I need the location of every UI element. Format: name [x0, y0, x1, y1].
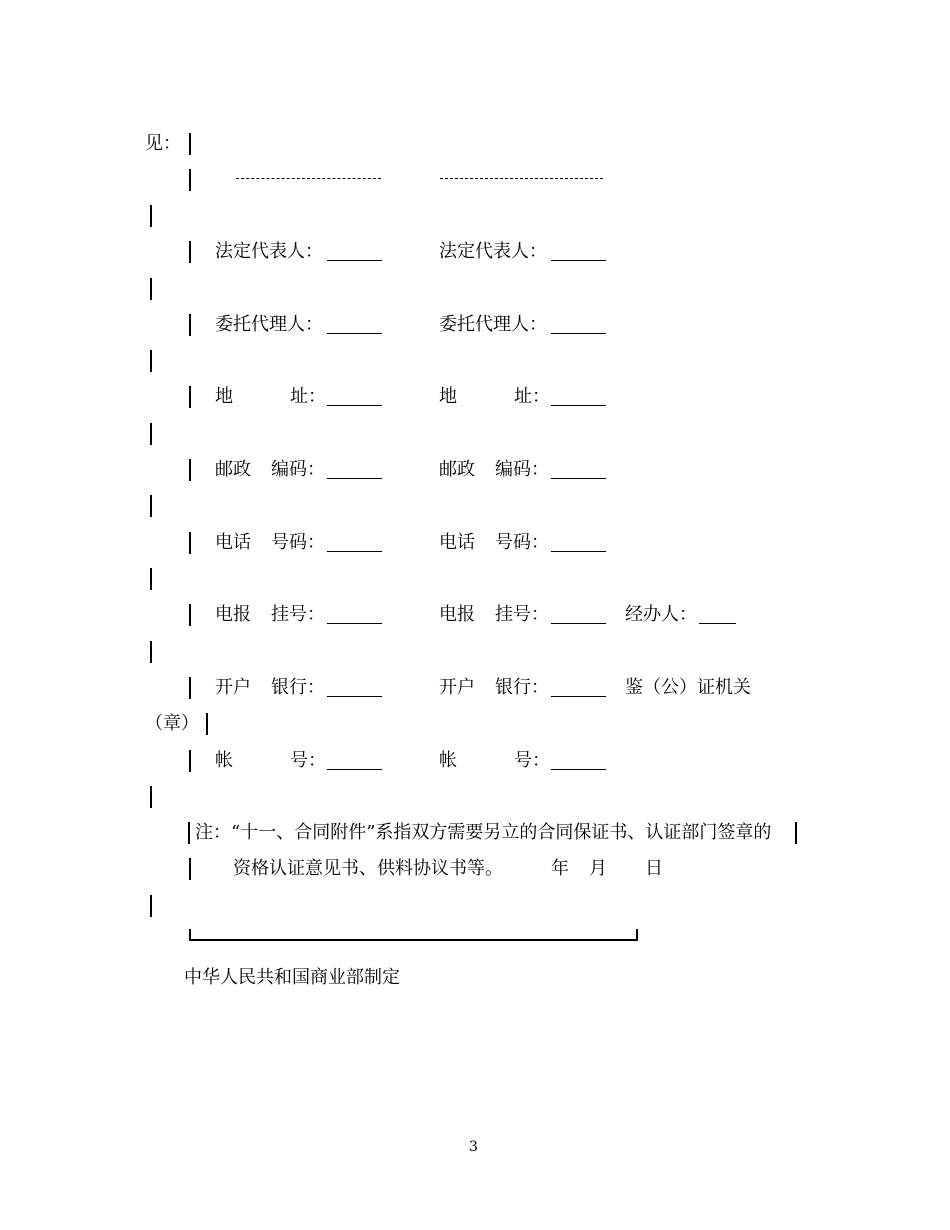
- table-border: [150, 495, 152, 517]
- telegraph-label-right-b: 挂号：: [495, 604, 549, 625]
- legal-rep-blank-right[interactable]: [551, 260, 606, 261]
- agent-label-left: 委托代理人：: [215, 314, 323, 335]
- legal-rep-label-right: 法定代表人：: [439, 241, 547, 262]
- top-prefix: 见：: [145, 133, 181, 154]
- postal-blank-left[interactable]: [327, 478, 382, 479]
- account-blank-right[interactable]: [551, 769, 606, 770]
- account-blank-left[interactable]: [327, 769, 382, 770]
- signature-line-right: [440, 178, 603, 180]
- handler-blank[interactable]: [699, 623, 736, 624]
- table-border: [189, 241, 191, 263]
- note-line-1: 注：“十一、合同附件”系指双方需要另立的合同保证书、认证部门签章的: [195, 822, 772, 843]
- legal-rep-label-left: 法定代表人：: [215, 241, 323, 262]
- table-border: [150, 641, 152, 663]
- phone-label-left-a: 电话: [215, 532, 251, 553]
- table-border: [189, 604, 191, 626]
- table-border: [189, 677, 191, 699]
- cert-authority-label: 鉴（公）证机关: [625, 677, 751, 698]
- postal-blank-right[interactable]: [551, 478, 606, 479]
- account-label-left-a: 帐: [215, 750, 233, 771]
- agent-blank-left[interactable]: [327, 333, 382, 334]
- table-border: [189, 750, 191, 772]
- table-border: [189, 858, 191, 880]
- page-number: 3: [469, 1139, 478, 1155]
- phone-blank-left[interactable]: [327, 551, 382, 552]
- table-border: [189, 532, 191, 554]
- account-label-right-b: 号：: [514, 750, 550, 771]
- table-bottom-border: [189, 929, 638, 941]
- issuer-text: 中华人民共和国商业部制定: [184, 967, 400, 988]
- phone-label-left-b: 号码：: [271, 532, 325, 553]
- address-label-left-b: 址：: [290, 386, 326, 407]
- date-month: 月: [589, 858, 607, 879]
- postal-label-right-a: 邮政: [439, 459, 475, 480]
- address-blank-left[interactable]: [327, 405, 382, 406]
- account-label-right-a: 帐: [439, 750, 457, 771]
- legal-rep-blank-left[interactable]: [327, 260, 382, 261]
- bank-blank-left[interactable]: [327, 696, 382, 697]
- postal-label-left-b: 编码：: [271, 459, 325, 480]
- signature-line-left: [236, 178, 381, 180]
- postal-label-left-a: 邮政: [215, 459, 251, 480]
- table-border: [189, 459, 191, 481]
- table-border: [206, 713, 208, 735]
- table-border: [189, 169, 191, 191]
- bank-label-right-b: 银行：: [495, 677, 549, 698]
- table-border: [150, 895, 152, 917]
- telegraph-blank-right[interactable]: [551, 623, 606, 624]
- date-day: 日: [645, 858, 663, 879]
- address-label-right-a: 地: [439, 386, 457, 407]
- table-border: [150, 423, 152, 445]
- agent-blank-right[interactable]: [551, 333, 606, 334]
- account-label-left-b: 号：: [290, 750, 326, 771]
- bank-label-left-b: 银行：: [271, 677, 325, 698]
- date-year: 年: [551, 858, 569, 879]
- bank-label-right-a: 开户: [439, 677, 475, 698]
- table-border: [150, 350, 152, 372]
- note-line-2: 资格认证意见书、供料协议书等。: [233, 858, 503, 879]
- table-border: [795, 822, 797, 844]
- handler-label: 经办人：: [625, 604, 697, 625]
- table-border: [150, 568, 152, 590]
- agent-label-right: 委托代理人：: [439, 314, 547, 335]
- phone-label-right-b: 号码：: [495, 532, 549, 553]
- postal-label-right-b: 编码：: [495, 459, 549, 480]
- telegraph-label-left-a: 电报: [215, 604, 251, 625]
- table-border: [150, 205, 152, 227]
- telegraph-blank-left[interactable]: [327, 623, 382, 624]
- address-label-right-b: 址：: [514, 386, 550, 407]
- phone-label-right-a: 电话: [439, 532, 475, 553]
- table-border: [150, 786, 152, 808]
- seal-label: （章）: [145, 713, 199, 734]
- table-border: [189, 314, 191, 336]
- address-blank-right[interactable]: [551, 405, 606, 406]
- bank-label-left-a: 开户: [215, 677, 251, 698]
- phone-blank-right[interactable]: [551, 551, 606, 552]
- bank-blank-right[interactable]: [551, 696, 606, 697]
- telegraph-label-right-a: 电报: [439, 604, 475, 625]
- table-border: [189, 386, 191, 408]
- telegraph-label-left-b: 挂号：: [271, 604, 325, 625]
- address-label-left-a: 地: [215, 386, 233, 407]
- table-border: [189, 133, 191, 155]
- table-border: [150, 278, 152, 300]
- table-border: [188, 822, 190, 844]
